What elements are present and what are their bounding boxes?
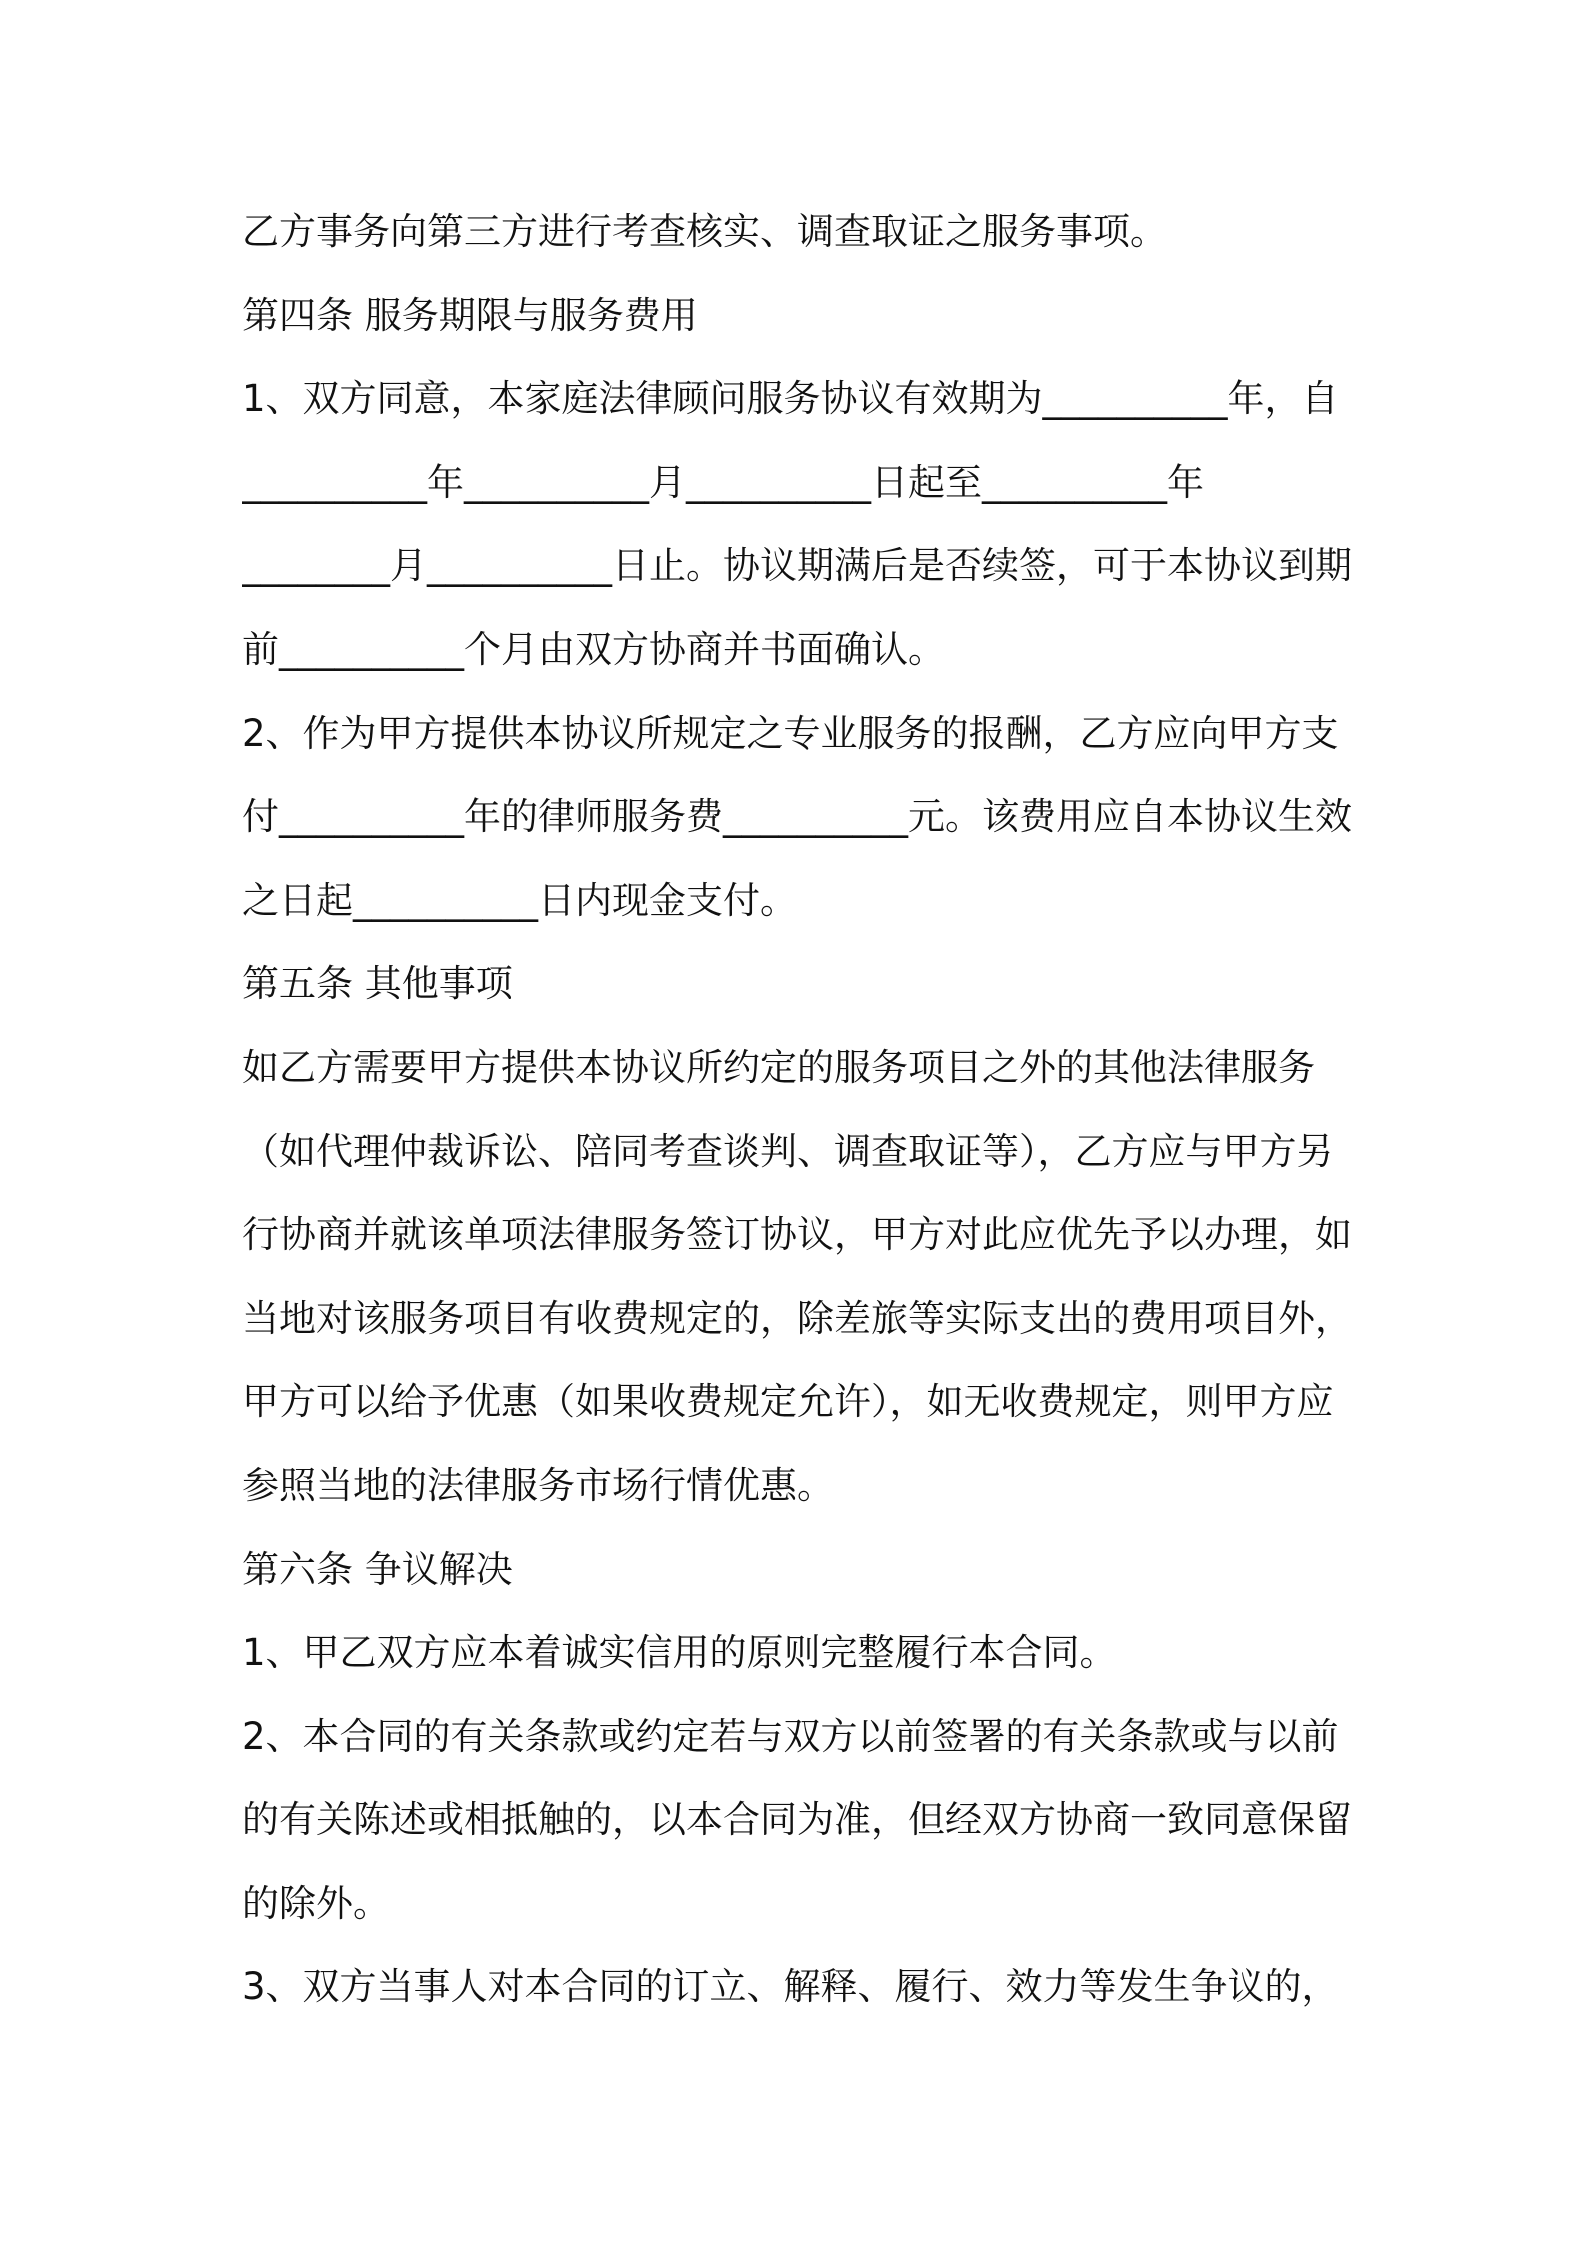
text-line: 2、作为甲方提供本协议所规定之专业服务的报酬，乙方应向甲方支 (242, 711, 1339, 755)
text-line: ________月__________日止。协议期满后是否续签，可于本协议到期 (242, 544, 1352, 588)
text-line: 当地对该服务项目有收费规定的，除差旅等实际支出的费用项目外， (242, 1296, 1352, 1340)
text-line: 的有关陈述或相抵触的，以本合同为准，但经双方协商一致同意保留 (242, 1798, 1352, 1842)
article-heading-4: 第四条 服务期限与服务费用 (242, 293, 698, 337)
text-line: 3、双方当事人对本合同的订立、解释、履行、效力等发生争议的， (242, 1965, 1339, 2009)
text-line: 2、本合同的有关条款或约定若与双方以前签署的有关条款或与以前 (242, 1714, 1339, 1758)
article-heading-6: 第六条 争议解决 (242, 1547, 513, 1591)
text-line: 乙方事务向第三方进行考查核实、调查取证之服务事项。 (242, 210, 1167, 253)
document-page (242, 190, 1372, 2029)
text-line: 甲方可以给予优惠（如果收费规定允许），如无收费规定，则甲方应 (242, 1380, 1334, 1424)
text-line: __________年__________月__________日起至__________年 (242, 460, 1204, 504)
text-line: 参照当地的法律服务市场行情优惠。 (242, 1463, 834, 1507)
text-line: 1、甲乙双方应本着诚实信用的原则完整履行本合同。 (242, 1631, 1117, 1675)
article-heading-5: 第五条 其他事项 (242, 962, 513, 1006)
text-line: 如乙方需要甲方提供本协议所约定的服务项目之外的其他法律服务 (242, 1045, 1315, 1089)
text-line: 的除外。 (242, 1881, 390, 1925)
text-line: 付__________年的律师服务费__________元。该费用应自本协议生效 (242, 795, 1352, 839)
text-line: 行协商并就该单项法律服务签订协议，甲方对此应优先予以办理，如 (242, 1213, 1352, 1257)
text-line: 1、双方同意，本家庭法律顾问服务协议有效期为__________年，自 (242, 377, 1339, 421)
text-line: （如代理仲裁诉讼、陪同考查谈判、调查取证等），乙方应与甲方另 (242, 1129, 1334, 1173)
text-line: 之日起__________日内现金支付。 (242, 878, 797, 922)
text-line: 前__________个月由双方协商并书面确认。 (242, 627, 945, 671)
